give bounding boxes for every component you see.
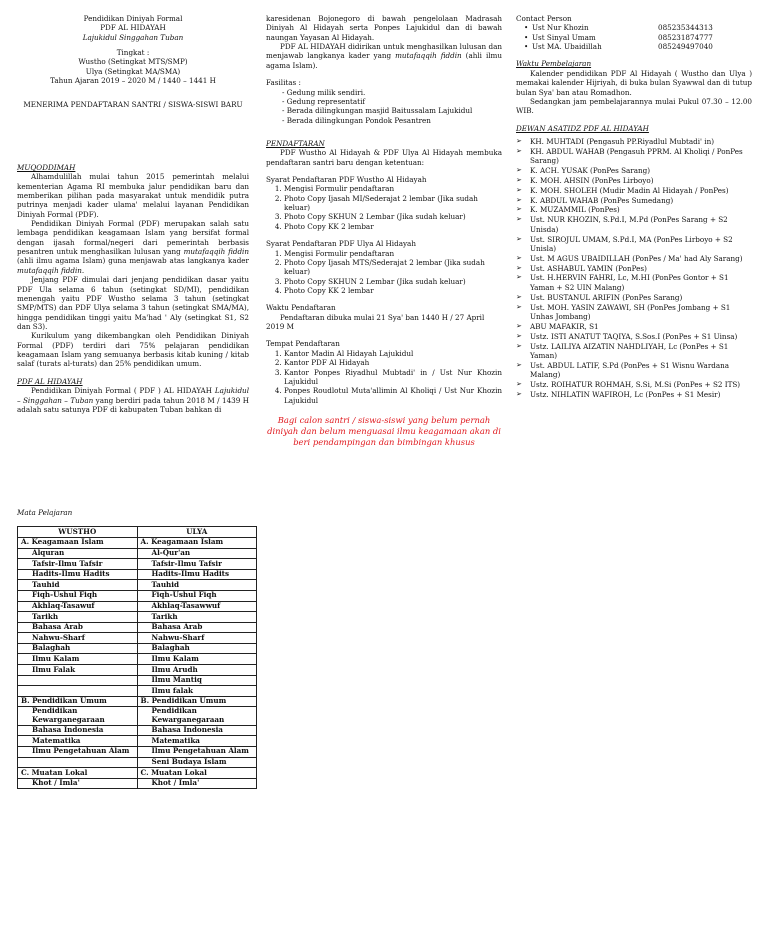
text-italic: mutafaqqih fiddin — [183, 247, 249, 257]
list-item: - Gedung representatif — [282, 97, 502, 106]
list-item — [516, 205, 752, 214]
table-row — [18, 612, 257, 623]
cell-ulya: Ilmu Mantiq — [137, 675, 257, 686]
cell-wustho: Ilmu Falak — [18, 665, 138, 676]
dewan-name: K. MUZAMMIL (PonPes) — [530, 205, 620, 215]
mata-pelajaran-table — [17, 526, 257, 789]
table-row — [18, 696, 257, 707]
header-tingkat: Tingkat : — [116, 48, 150, 58]
list-item — [516, 166, 752, 175]
chevron-right-icon: ➢ — [516, 234, 522, 243]
cell-ulya: Tarikh — [137, 612, 257, 623]
cell-wustho: Akhlaq-Tasawuf — [18, 601, 138, 612]
table-row — [18, 633, 257, 644]
chevron-right-icon: ➢ — [516, 302, 522, 311]
dewan-section — [516, 124, 752, 400]
cell-ulya: Tauhid — [137, 580, 257, 591]
table-row — [18, 665, 257, 676]
cell-wustho — [18, 757, 138, 768]
chevron-right-icon: ➢ — [516, 379, 522, 388]
dewan-name: KH. ABDUL WAHAB (Pengasuh PPRM. Al Kholiqi / PonPes Sarang) — [530, 146, 743, 166]
col2-intro-p2 — [266, 42, 502, 70]
table-row — [18, 569, 257, 580]
contact-phone: 085231874777 — [658, 32, 713, 42]
chevron-right-icon: ➢ — [516, 136, 522, 145]
column-right — [516, 14, 752, 400]
cell-ulya: Al-Qur'an — [137, 548, 257, 559]
list-item — [516, 273, 752, 292]
cell-ulya: Nahwu-Sharf — [137, 633, 257, 644]
list-item — [516, 176, 752, 185]
list-item — [516, 342, 752, 361]
cell-wustho: Pendidikan Kewarganegaraan — [18, 707, 138, 725]
waktu-pembelajaran-p1: Kalender pendidikan PDF Al Hidayah ( Wustho dan Ulya ) memakai kalender Hijriyah, di buka bulan Syawwal dan di tutup bulan Sya' ban atau Romadhon. — [516, 68, 752, 97]
table-row — [18, 707, 257, 725]
list-item: 2. Photo Copy Ijasah MI/Sederajat 2 lembar (Jika sudah keluar) — [284, 194, 502, 213]
chevron-right-icon: ➢ — [516, 389, 522, 398]
dewan-name: ABU MAFAKIR, S1 — [530, 321, 599, 331]
muqoddimah-section — [17, 163, 249, 369]
dewan-name: Ustz. ROIHATUR ROHMAH, S.Si, M.Si (PonPes + S2 ITS) — [530, 379, 741, 389]
contact-row — [516, 33, 752, 42]
text: Pendidikan Diniyah Formal ( PDF ) AL HIDAYAH — [31, 386, 215, 396]
contact-name: Ust Sinyal Umam — [532, 32, 596, 42]
table-row — [18, 725, 257, 736]
dewan-name: Ust. H.HERVIN FAHRI, Lc, M.HI (PonPes Gontor + S1 Yaman + S2 UIN Malang) — [530, 273, 729, 292]
cell-ulya: Hadits-Ilmu Hadits — [137, 569, 257, 580]
chevron-right-icon: ➢ — [516, 146, 522, 155]
cell-ulya: Matematika — [137, 736, 257, 747]
list-item: 4. Ponpes Roudlotul Muta'allimin Al Kholiqi / Ust Nur Khozin Lajukidul — [284, 386, 502, 405]
table-row — [18, 768, 257, 779]
list-item — [516, 322, 752, 331]
syarat-ulya-section — [266, 239, 502, 295]
cell-ulya: Seni Budaya Islam — [137, 757, 257, 768]
list-item: - Gedung milik sendiri. — [282, 88, 502, 97]
syarat-wustho-title: Syarat Pendaftaran PDF Wustho Al Hidayah — [266, 175, 427, 185]
table-row — [18, 580, 257, 591]
table-row — [18, 548, 257, 559]
muqoddimah-p4: Kurikulum yang dikembangkan oleh Pendidikan Diniyah Formal (PDF) terdiri dari 75% pelajaran pendidikan keagamaan Islam yang semuanya berbasis kitab kuning / kitab salaf (turats al-turats) dan 25% pendidikan umum. — [17, 331, 249, 369]
chevron-right-icon: ➢ — [516, 166, 522, 175]
muqoddimah-p2 — [17, 219, 249, 275]
chevron-right-icon: ➢ — [516, 205, 522, 214]
cell-ulya: Ilmu Pengetahuan Alam — [137, 746, 257, 757]
cell-wustho — [18, 675, 138, 686]
cell-ulya: Pendidikan Kewarganegaraan — [137, 707, 257, 725]
table-header-row — [18, 527, 257, 538]
pdf-al-hidayah-section — [17, 377, 249, 414]
list-item: 3. Kantor Ponpes Riyadhul Mubtadi' in / Ust Nur Khozin Lajukidul — [284, 368, 502, 387]
list-item — [516, 303, 752, 322]
cell-ulya: Bahasa Indonesia — [137, 725, 257, 736]
list-item — [516, 380, 752, 389]
waktu-pembelajaran-title: Waktu Pembelajaran — [516, 59, 592, 69]
text-italic: mutafaqqih fiddin — [395, 51, 462, 61]
dewan-name: K. ABDUL WAHAB (PonPes Sumedang) — [530, 195, 674, 205]
table-body — [18, 537, 257, 788]
text: PDF AL HIDAYAH didirikan untuk menghasilkan lulusan dan menjawab langkanya kader yang — [266, 42, 502, 61]
list-item — [516, 254, 752, 263]
mata-pelajaran-section — [17, 508, 257, 789]
contact-name: Ust MA. Ubaidillah — [532, 42, 602, 52]
cell-wustho: Balaghah — [18, 643, 138, 654]
cell-wustho: Hadits-Ilmu Hadits — [18, 569, 138, 580]
list-item — [516, 390, 752, 399]
list-item — [516, 186, 752, 195]
pendaftaran-p: PDF Wustho Al Hidayah & PDF Ulya Al Hidayah membuka pendaftaran santri baru dengan ketentuan: — [266, 148, 502, 167]
header-line1: Pendidikan Diniyah Formal — [83, 14, 183, 23]
dewan-name: Ust. NUR KHOZIN, S.Pd.I, M.Pd (PonPes Sarang + S2 Unisda) — [530, 215, 728, 234]
text: (ahli ilmu agama Islam). — [266, 51, 502, 70]
chevron-right-icon: ➢ — [516, 292, 522, 301]
contact-title: Contact Person — [516, 14, 572, 23]
header-line3: Lajukidul Singgahan Tuban — [82, 32, 184, 42]
list-item — [516, 215, 752, 234]
chevron-right-icon: ➢ — [516, 195, 522, 204]
cell-wustho: Tarikh — [18, 612, 138, 623]
column-left — [17, 14, 249, 414]
dewan-name: Ust. M AGUS UBAIDILLAH (PonPes / Ma' had Aly Sarang) — [530, 253, 743, 263]
header-ulya: Ulya (Setingkat MA/SMA) — [85, 66, 181, 76]
syarat-ulya-list — [266, 249, 502, 296]
bullet-icon: • — [524, 23, 529, 33]
tempat-title: Tempat Pendaftaran — [266, 339, 340, 349]
list-item: - Berada dilingkungan masjid Baitussalam Lajukidul — [282, 106, 502, 115]
pdf-al-hidayah-title: PDF AL HIDAYAH — [17, 376, 83, 386]
table-row — [18, 601, 257, 612]
cell-ulya: Fiqh-Ushul Fiqh — [137, 590, 257, 601]
table-row — [18, 778, 257, 789]
list-item: 4. Photo Copy KK 2 lembar — [284, 222, 502, 231]
dewan-name: Ustz. LAILIYA AIZATIN NAHDLIYAH, Lc (PonPes + S1 Yaman) — [530, 341, 729, 360]
cell-ulya: C. Muatan Lokal — [137, 768, 257, 779]
dewan-name: KH. MUHTADI (Pengasuh PP.Riyadlul Mubtadi' in) — [530, 136, 715, 146]
cell-ulya: Khot / Imla' — [137, 778, 257, 789]
contact-name: Ust Nur Khozin — [532, 23, 589, 33]
cell-ulya: A. Keagamaan Islam — [137, 537, 257, 548]
cell-ulya: Balaghah — [137, 643, 257, 654]
cell-wustho: Bahasa Arab — [18, 622, 138, 633]
bullet-icon: • — [524, 42, 529, 52]
cell-wustho: Bahasa Indonesia — [18, 725, 138, 736]
cell-wustho: C. Muatan Lokal — [18, 768, 138, 779]
chevron-right-icon: ➢ — [516, 263, 522, 272]
cell-wustho — [18, 686, 138, 697]
syarat-ulya-title: Syarat Pendaftaran PDF Ulya Al Hidayah — [266, 239, 416, 249]
dewan-name: Ust. ASHABUL YAMIN (PonPes) — [530, 263, 647, 273]
dewan-name: K. ACH. YUSAK (PonPes Sarang) — [530, 166, 651, 176]
dewan-name: K. MOH. SHOLEH (Mudir Madin Al Hidayah / PonPes) — [530, 185, 729, 195]
list-item: - Berada dilingkungan Pondok Pesantren — [282, 116, 502, 125]
cell-ulya: Akhlaq-Tasawwuf — [137, 601, 257, 612]
list-item: 3. Photo Copy SKHUN 2 Lembar (Jika sudah keluar) — [284, 277, 502, 286]
cell-ulya: Bahasa Arab — [137, 622, 257, 633]
column-middle — [266, 14, 502, 448]
cell-ulya: Ilmu Arudh — [137, 665, 257, 676]
header-wustho: Wustho (Setingkat MTS/SMP) — [78, 57, 188, 67]
list-item — [516, 293, 752, 302]
text: (ahli ilmu agama Islam) guna menjawab atas langkanya kader — [17, 256, 249, 266]
syarat-wustho-list — [266, 184, 502, 231]
waktu-section — [266, 303, 502, 331]
chevron-right-icon: ➢ — [516, 253, 522, 262]
fasilitas-section — [266, 78, 502, 125]
table-row — [18, 643, 257, 654]
contact-row — [516, 42, 752, 51]
fasilitas-list — [266, 88, 502, 125]
cell-wustho: Alquran — [18, 548, 138, 559]
pendaftaran-section — [266, 139, 502, 167]
mata-pelajaran-title: Mata Pelajaran — [17, 508, 73, 517]
fasilitas-title: Fasilitas : — [266, 78, 301, 88]
waktu-title: Waktu Pendaftaran — [266, 303, 336, 313]
table-row — [18, 559, 257, 570]
tempat-list — [266, 349, 502, 405]
table-row — [18, 686, 257, 697]
cell-wustho: Ilmu Kalam — [18, 654, 138, 665]
table-row — [18, 537, 257, 548]
waktu-p: Pendaftaran dibuka mulai 21 Sya' ban 1440 H / 27 April 2019 M — [266, 312, 485, 332]
cell-wustho: Khot / Imla' — [18, 778, 138, 789]
cell-wustho: Matematika — [18, 736, 138, 747]
table-row — [18, 736, 257, 747]
dewan-name: Ustz. ISTI ANATUT TAQIYA, S.Sos.I (PonPes + S1 Uinsa) — [530, 331, 738, 341]
dewan-name: Ust. BUSTANUL ARIFIN (PonPes Sarang) — [530, 292, 683, 302]
dewan-title: DEWAN ASATIDZ PDF AL HIDAYAH — [516, 123, 649, 133]
header-menerima: MENERIMA PENDAFTARAN SANTRI / SISWA-SISWI BARU — [23, 99, 243, 109]
table-row — [18, 654, 257, 665]
cell-wustho: Ilmu Pengetahuan Alam — [18, 746, 138, 757]
dewan-name: K. MOH. AHSIN (PonPes Lirboyo) — [530, 175, 654, 185]
text-italic: mutafaqqih fiddin — [17, 265, 82, 275]
text: yang berdiri pada tahun 2018 M / 1439 H adalah satu satunya PDF di kabupaten Tuban bahkan di — [17, 395, 249, 414]
contact-row — [516, 23, 752, 32]
list-item: 4. Photo Copy KK 2 lembar — [284, 286, 502, 295]
list-item — [516, 235, 752, 254]
table-row — [18, 675, 257, 686]
cell-ulya: Ilmu Kalam — [137, 654, 257, 665]
col2-intro-p1: karesidenan Bojonegoro di bawah pengelolaan Madrasah Diniyah Al Hidayah serta Ponpes Lajukidul dan di bawah naungan Yayasan Al Hidayah. — [266, 14, 502, 42]
pendaftaran-title: PENDAFTARAN — [266, 138, 325, 148]
column-header-wustho: WUSTHO — [18, 527, 138, 538]
chevron-right-icon: ➢ — [516, 321, 522, 330]
list-item: 1. Kantor Madin Al Hidayah Lajukidul — [284, 349, 502, 358]
muqoddimah-p3: Jenjang PDF dimulai dari jenjang pendidikan dasar yaitu PDF Ula selama 6 tahun (setingkat SD/MI), pendidikan menengah yaitu PDF Wustho selama 3 tahun (setingkat SMP/MTS) dan PDF Ulya selama 3 tahun (setingkat SMA/MA), hingga pendidikan tinggi yaitu Ma'had ' Aly (setingkat S1, S2 dan S3). — [17, 275, 249, 331]
header-block — [17, 14, 249, 109]
dewan-name: Ust. MOH. YASIN ZAWAWI, SH (PonPes Jombang + S1 Unhas Jombang) — [530, 302, 731, 321]
text-italic: Lajukidul – Singgahan – Tuban — [17, 386, 249, 405]
chevron-right-icon: ➢ — [516, 331, 522, 340]
table-row — [18, 746, 257, 757]
table-row — [18, 757, 257, 768]
chevron-right-icon: ➢ — [516, 360, 522, 369]
contact-phone: 085249497040 — [658, 42, 713, 52]
dewan-name: Ust. ABDUL LATIF, S.Pd (PonPes + S1 Wisnu Wardana Malang) — [530, 360, 730, 380]
chevron-right-icon: ➢ — [516, 273, 522, 282]
list-item — [516, 332, 752, 341]
list-item — [516, 196, 752, 205]
waktu-pembelajaran-section — [516, 59, 752, 115]
table-row — [18, 590, 257, 601]
text: . — [81, 265, 85, 275]
list-item — [516, 147, 752, 166]
cell-ulya: Ilmu falak — [137, 686, 257, 697]
syarat-wustho-section — [266, 175, 502, 231]
chevron-right-icon: ➢ — [516, 175, 522, 184]
header-line2: PDF AL HIDAYAH — [100, 23, 166, 33]
dewan-name: Ustz. NIHLATIN WAFIROH, Lc (PonPes + S1 Mesir) — [530, 389, 721, 399]
cell-wustho: Tauhid — [18, 580, 138, 591]
chevron-right-icon: ➢ — [516, 185, 522, 194]
bullet-icon: • — [524, 32, 529, 42]
tempat-section — [266, 339, 502, 405]
dewan-list — [516, 137, 752, 399]
list-item — [516, 361, 752, 380]
muqoddimah-title: MUQODDIMAH — [17, 162, 76, 172]
column-header-ulya: ULYA — [137, 527, 257, 538]
list-item: 3. Photo Copy SKHUN 2 Lembar (Jika sudah keluar) — [284, 212, 502, 221]
cell-wustho: B. Pendidikan Umum — [18, 696, 138, 707]
cell-ulya: B. Pendidikan Umum — [137, 696, 257, 707]
dewan-name: Ust. SIROJUL UMAM, S.Pd.I, MA (PonPes Lirboyo + S2 Unisla) — [530, 234, 733, 253]
list-item: 2. Kantor PDF Al Hidayah — [284, 358, 502, 367]
cell-wustho: Nahwu-Sharf — [18, 633, 138, 644]
chevron-right-icon: ➢ — [516, 215, 522, 224]
list-item — [516, 137, 752, 146]
waktu-pembelajaran-p2: Sedangkan jam pembelajarannya mulai Pukul 07.30 – 12.00 WIB. — [516, 96, 752, 116]
muqoddimah-p1: Alhamdulillah mulai tahun 2015 pemerintah melalui kementerian Agama RI membuka jalur pendidikan baru dan memberikan pilihan pada masyarakat untuk mendidik putra putrinya menjadi kader ulama' melalui layanan Pendidikan Diniyah Formal (PDF). — [17, 172, 249, 219]
list-item: 2. Photo Copy Ijasah MTS/Sederajat 2 lembar (Jika sudah keluar) — [284, 258, 502, 277]
cell-wustho: A. Keagamaan Islam — [18, 537, 138, 548]
contact-section — [516, 14, 752, 51]
cell-wustho: Fiqh-Ushul Fiqh — [18, 590, 138, 601]
list-item: 1. Mengisi Formulir pendaftaran — [284, 184, 502, 193]
text: Pendidikan Diniyah Formal (PDF) merupakan salah satu lembaga pendidikan keagamaan Islam yang bersifat formal dengan ijasah formal/negeri dari pemerintah berbasis pesantren untuk menghasilkan lulusan yang — [17, 219, 249, 257]
cell-ulya: Tafsir-Ilmu Tafsir — [137, 559, 257, 570]
list-item: 1. Mengisi Formulir pendaftaran — [284, 249, 502, 258]
chevron-right-icon: ➢ — [516, 341, 522, 350]
contact-phone: 085235344313 — [658, 23, 713, 33]
header-tahun: Tahun Ajaran 2019 – 2020 M / 1440 – 1441 H — [50, 76, 216, 86]
note-red: Bagi calon santri / siswa-siswi yang belum pernah diniyah dan belum menguasai ilmu keagamaan akan di beri pendampingan dan bimbingan khusus — [267, 414, 501, 447]
pdf-al-hidayah-p — [17, 386, 249, 414]
list-item — [516, 264, 752, 273]
cell-wustho: Tafsir-Ilmu Tafsir — [18, 559, 138, 570]
table-row — [18, 622, 257, 633]
